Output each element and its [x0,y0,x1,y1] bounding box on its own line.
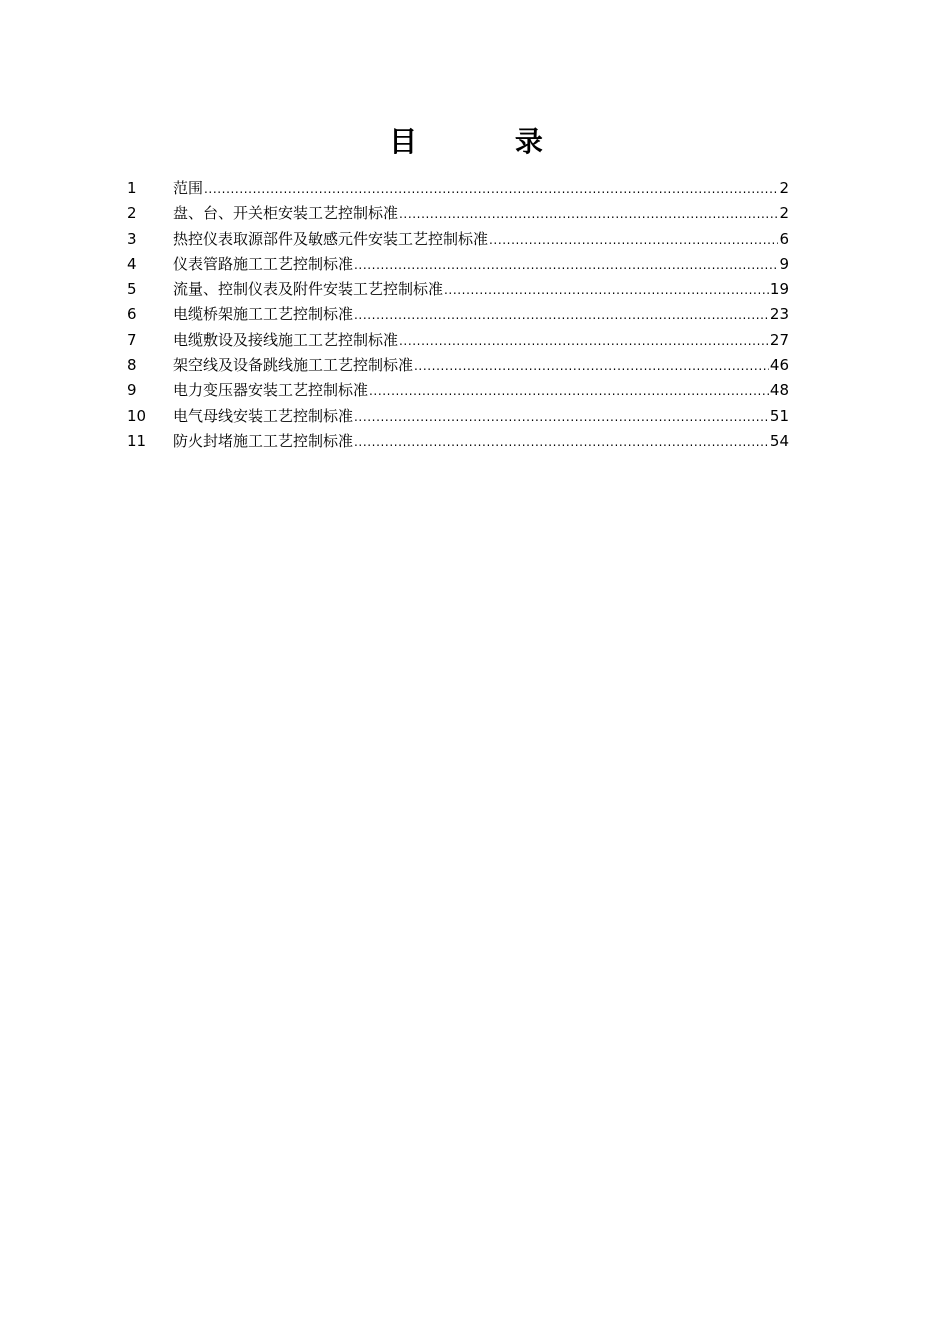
toc-entry-page: 27 [769,330,789,349]
toc-entry[interactable] [127,378,789,403]
toc-entry-page: 51 [769,406,789,425]
toc-entry-page: 54 [769,431,789,450]
toc-dot-leader [354,430,769,455]
toc-dot-leader [354,303,769,328]
toc-entry-title: 电力变压器安装工艺控制标准 [173,381,369,400]
toc-entry-number: 5 [127,280,137,299]
toc-entry[interactable] [127,277,789,302]
toc-entry-page: 46 [769,356,789,375]
toc-entry[interactable] [127,176,789,201]
toc-entry-title: 防火封堵施工工艺控制标准 [173,431,354,450]
toc-entry-title: 流量、控制仪表及附件安装工艺控制标准 [173,280,444,299]
toc-entry-title: 范围 [173,179,204,197]
toc-entry-page: 2 [779,179,789,197]
toc-entry[interactable] [127,429,789,454]
toc-entry-page: 48 [769,381,789,400]
toc-dot-leader [399,202,778,227]
toc-dot-leader [489,228,778,253]
toc-entry-page: 23 [769,305,789,324]
toc-entry-page: 2 [779,204,789,223]
toc-dot-leader [369,379,769,404]
toc-entry-number: 3 [127,229,137,248]
toc-entry[interactable] [127,201,789,226]
toc-entry-number: 8 [127,356,137,375]
toc-entry-number: 2 [127,204,137,223]
toc-entry-number: 4 [127,254,137,273]
toc-entry[interactable] [127,227,789,252]
toc-entry-number: 6 [127,305,137,324]
toc-dot-leader [204,177,778,202]
toc-dot-leader [354,405,769,430]
toc-entry-number: 1 [127,179,137,197]
toc-entry[interactable] [127,404,789,429]
toc-entry-title: 电缆敷设及接线施工工艺控制标准 [173,330,399,349]
toc-entry-title: 仪表管路施工工艺控制标准 [173,254,354,273]
toc-entry[interactable] [127,328,789,353]
toc-entry-number: 9 [127,381,137,400]
toc-entry[interactable] [127,252,789,277]
toc-entry-title: 电缆桥架施工工艺控制标准 [173,305,354,324]
toc-entry-title: 盘、台、开关柜安装工艺控制标准 [173,204,399,223]
toc-dot-leader [354,253,778,278]
toc-entry-number: 10 [127,406,147,425]
toc-dot-leader [414,354,769,379]
toc-title: 目 录 [389,125,587,158]
toc-entry-number: 11 [127,431,147,450]
toc-entry[interactable] [127,353,789,378]
toc-entry-page: 9 [779,254,789,273]
toc-entry-page: 19 [769,280,789,299]
toc-dot-leader [399,329,769,354]
toc-entry[interactable] [127,302,789,327]
toc-entry-title: 电气母线安装工艺控制标准 [173,406,354,425]
toc-entry-number: 7 [127,330,137,349]
toc-dot-leader [444,278,769,303]
toc-entry-title: 热控仪表取源部件及敏感元件安装工艺控制标准 [173,229,489,248]
toc-entry-title: 架空线及设备跳线施工工艺控制标准 [173,356,414,375]
toc-list [127,176,789,454]
toc-entry-page: 6 [779,229,789,248]
